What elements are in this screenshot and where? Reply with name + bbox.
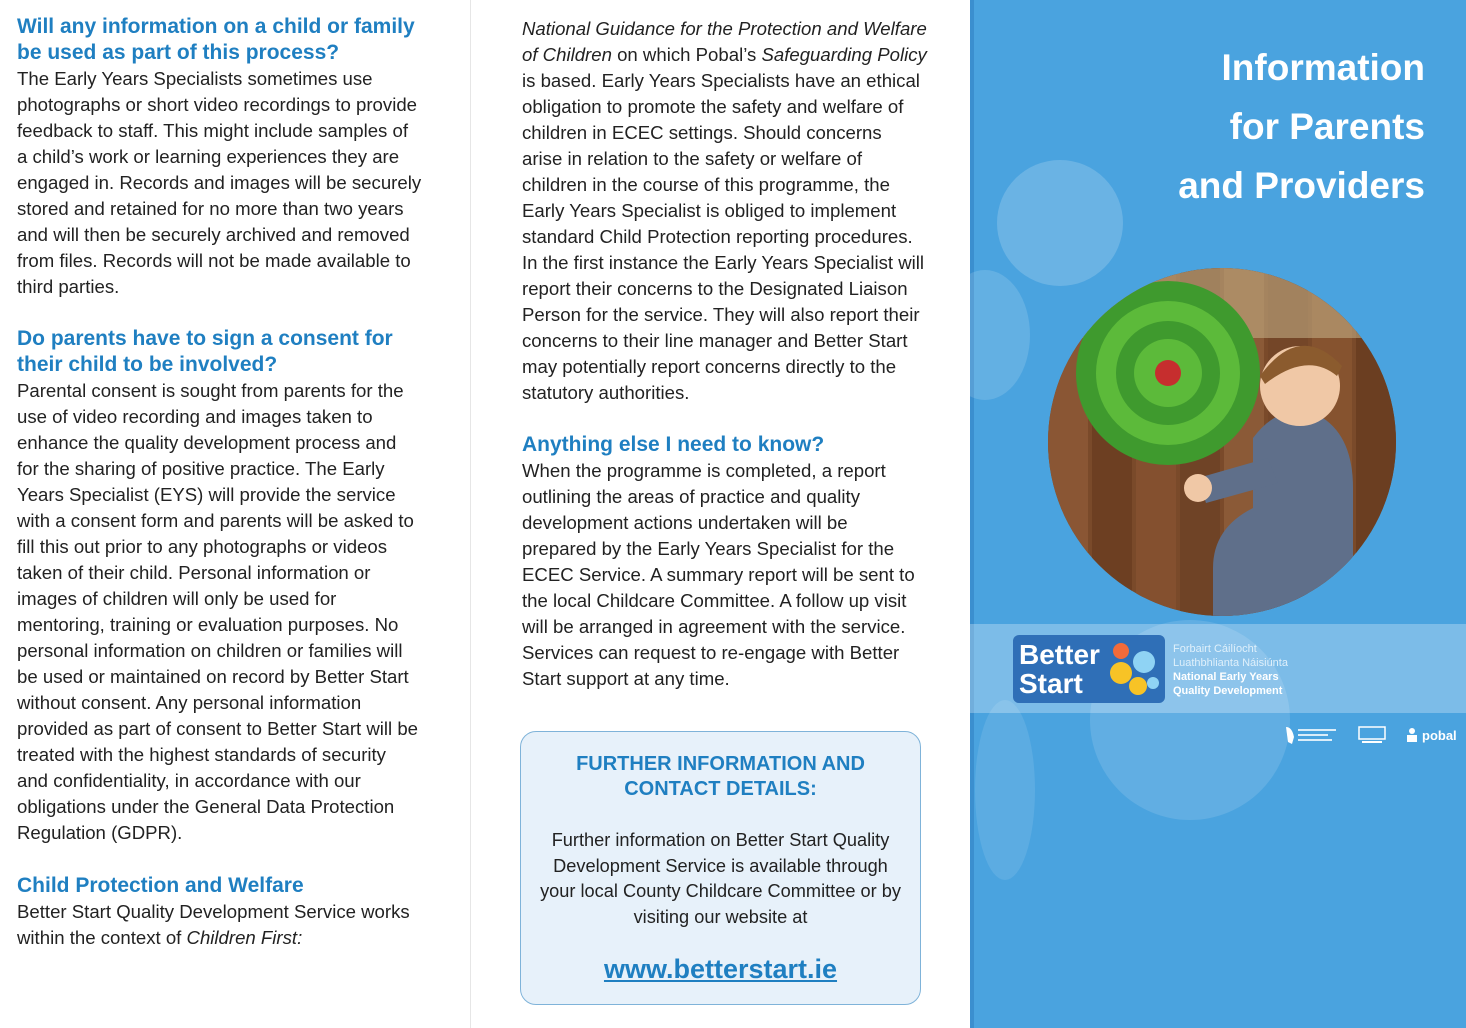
- government-harp-logo-icon: [1283, 724, 1339, 746]
- section-body-info-usage: The Early Years Specialists sometimes use photographs or short video recordings to provide feedback to staff. This might include samples of a child’s work or learning experiences they are engaged in. Records and images will be securely stored and retained for no more than two years and will then be securely archived and removed from files. Records will not be made available to third parties.: [17, 68, 422, 297]
- logo-dot: [1113, 643, 1129, 659]
- pobal-logo: pobal: [1405, 727, 1457, 743]
- panel-edge: [970, 0, 974, 1028]
- logo-dot: [1133, 651, 1155, 673]
- left-column: [0, 0, 470, 1028]
- contact-title: FURTHER INFORMATION AND CONTACT DETAILS:: [576, 753, 865, 800]
- section-heading-child-protection: Child Protection and Welfare: [17, 874, 304, 897]
- child-protection-continued: National Guidance for the Protection and Welfare of Children on which Pobal’s Safeguarding Policy is based. Early Years Specialists have an ethical obligation to promote the safety and welfare of children in ECEC settings. Should concerns arise in relation to the safety or welfare of children in the course of this programme, the Early Years Specialist is obliged to implement standard Child Protection reporting procedures. In the first instance the Early Years Specialist will report their concerns to the Designated Liaison Person for the service. They will also report their concerns to their line manager and Better Start may potentially report concerns directly to the statutory authorities.: [522, 18, 927, 403]
- partner-logos: [1283, 722, 1457, 748]
- decorative-bubble: [997, 160, 1123, 286]
- cover-title: Information for Parents and Providers: [1178, 47, 1425, 206]
- pobal-icon: [1405, 727, 1419, 743]
- better-start-logo: Better Start: [1013, 635, 1165, 703]
- logo-dot: [1110, 662, 1132, 684]
- section-body-consent: Parental consent is sought from parents for the use of video recording and images taken to enhance the quality development process and for the sharing of positive practice. The Early Years Specialist (EYS) will provide the service with a consent form and parents will be asked to fill this out prior to any photographs or videos taken of their child. Personal information or images of children will only be used for mentoring, training or evaluation purposes. No personal information on children or families will be used or maintained on record by Better Start without consent. Any personal information provided as part of consent to Better Start will be treated with the highest standards of security and confidentiality, in accordance with our obligations under the General Data Protection Regulation (GDPR).: [17, 380, 419, 843]
- crest-logo-icon: [1357, 725, 1387, 745]
- section-heading-info-usage: Will any information on a child or family be used as part of this process?: [17, 15, 415, 64]
- section-body-anything-else: When the programme is completed, a report outlining the areas of practice and quality development actions undertaken will be prepared by the Early Years Specialist for the ECEC Service. A summary report will be sent to the local Childcare Committee. A follow up visit will be arranged in agreement with the service. Services can request to re-engage with Better Start support at any time.: [522, 460, 915, 689]
- fold-line: [470, 0, 471, 1028]
- decorative-bubble: [970, 270, 1030, 400]
- website-link[interactable]: www.betterstart.ie: [603, 954, 838, 984]
- child-playing-image: [1048, 268, 1396, 616]
- section-heading-consent: Do parents have to sign a consent for their child to be involved?: [17, 327, 393, 376]
- logo-tagline: Forbairt Cáilíocht Luathbhlianta Náisiúnta National Early Years Quality Development: [1173, 643, 1288, 697]
- logo-dot: [1147, 677, 1159, 689]
- child-photo: [1048, 268, 1396, 616]
- contact-text: Further information on Better Start Quality Development Service is available through your local County Childcare Committee or by visiting our website at: [540, 830, 901, 927]
- decorative-bubble: [975, 700, 1035, 880]
- cover-panel: [970, 0, 1466, 1028]
- section-heading-anything-else: Anything else I need to know?: [522, 433, 825, 456]
- section-body-child-protection: Better Start Quality Development Service works within the context of Children First:: [17, 901, 410, 948]
- contact-box: [520, 731, 921, 1005]
- logo-dot: [1129, 677, 1147, 695]
